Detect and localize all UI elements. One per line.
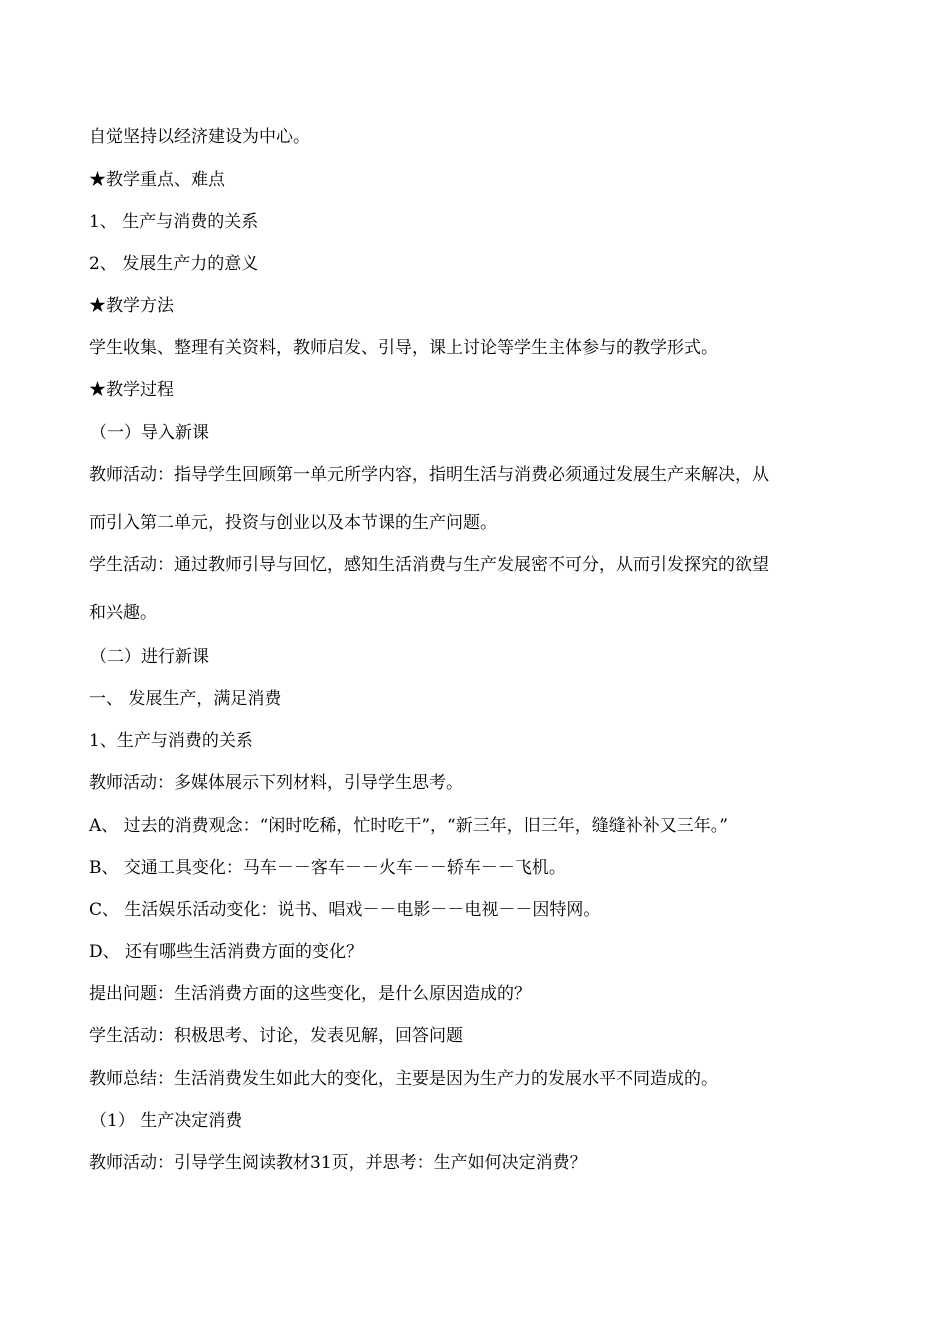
list-item: A、 过去的消费观念：“闲时吃稀，忙时吃干”，“新三年，旧三年，缝缝补补又三年。” [89,816,728,836]
subheading-numbered: （1） 生产决定消费 [90,1111,243,1131]
text-line: 学生收集、整理有关资料，教师启发、引导，课上讨论等学生主体参与的教学形式。 [89,338,718,358]
subheading-new-lesson: （二）进行新课 [90,647,209,667]
list-item: B、 交通工具变化：马车－－客车－－火车－－轿车－－飞机。 [89,858,566,878]
section-heading-key-points: ★教学重点、难点 [89,170,225,190]
text-line: 教师活动：多媒体展示下列材料，引导学生思考。 [89,773,463,793]
subheading-intro: （一）导入新课 [90,423,209,443]
section-heading-process: ★教学过程 [89,380,174,400]
text-line: 学生活动：通过教师引导与回忆，感知生活消费与生产发展密不可分，从而引发探究的欲望 [89,555,769,575]
text-line: 教师活动：引导学生阅读教材31页，并思考：生产如何决定消费？ [89,1153,587,1173]
section-heading-one: 一、 发展生产，满足消费 [89,689,282,709]
subsection-heading: 1、生产与消费的关系 [89,731,253,751]
text-line: 自觉坚持以经济建设为中心。 [89,127,310,147]
text-line: 而引入第二单元，投资与创业以及本节课的生产问题。 [89,513,497,533]
text-line: 学生活动：积极思考、讨论，发表见解，回答问题 [89,1026,463,1046]
list-item: 2、 发展生产力的意义 [89,254,259,274]
list-item: 1、 生产与消费的关系 [89,212,259,232]
text-line: 教师总结：生活消费发生如此大的变化，主要是因为生产力的发展水平不同造成的。 [89,1069,718,1089]
section-heading-methods: ★教学方法 [89,296,174,316]
list-item: C、 生活娱乐活动变化：说书、唱戏－－电影－－电视－－因特网。 [89,900,601,920]
text-line: 和兴趣。 [89,603,157,623]
text-line: 提出问题：生活消费方面的这些变化，是什么原因造成的？ [89,984,531,1004]
text-line: 教师活动：指导学生回顾第一单元所学内容，指明生活与消费必须通过发展生产来解决，从 [89,465,769,485]
list-item: D、 还有哪些生活消费方面的变化？ [89,942,364,962]
